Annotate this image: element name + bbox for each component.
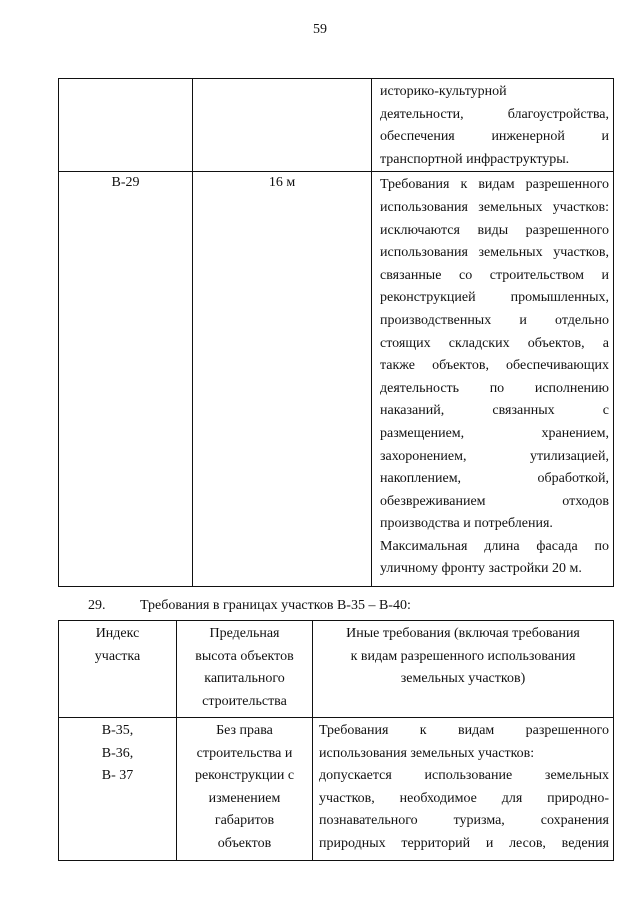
text-line: деятельности, благоустройства,	[380, 106, 609, 122]
table-row	[59, 79, 614, 172]
header-height	[177, 621, 313, 718]
table-row	[59, 718, 614, 861]
plot-index: В-29	[111, 175, 140, 191]
section-title: Требования в границах участков В-35 – В-40:	[140, 598, 411, 613]
header-line: земельных участков)	[400, 671, 526, 686]
text-line: реконструкцией промышленных,	[380, 290, 609, 306]
text-line: участков, необходимое для природно-	[319, 790, 609, 806]
requirements-cell	[313, 718, 614, 861]
max-height: 16 м	[268, 175, 296, 191]
text-line: использования земельных участков,	[380, 245, 609, 261]
height-cell	[193, 172, 372, 587]
text-line: исключаются виды разрешенного	[380, 222, 609, 238]
header-line: высота объектов	[195, 648, 294, 664]
header-line: строительства	[202, 693, 287, 709]
text-line: производственных и отдельно	[380, 312, 609, 328]
header-line: Индекс	[95, 626, 140, 641]
text-line: стоящих складских объектов, а	[380, 335, 609, 351]
text-line: природных территорий и лесов, ведения	[319, 835, 609, 851]
index-cell	[59, 79, 193, 172]
text-line: габаритов	[214, 813, 275, 828]
text-line: использования земельных участков:	[380, 199, 609, 215]
text-line: захоронением, утилизацией,	[380, 448, 609, 464]
plot-index: В-36,	[101, 745, 134, 761]
plot-index: В-35,	[101, 723, 134, 738]
text-line: использования земельных участков:	[319, 745, 535, 761]
page-number: 59	[313, 22, 327, 37]
header-line: Предельная	[209, 626, 280, 641]
height-cell	[193, 79, 372, 172]
section-heading	[88, 598, 411, 614]
section-number: 29.	[88, 598, 106, 613]
text-line: допускается использование земельных	[319, 768, 609, 783]
text-line: размещением, хранением,	[380, 425, 609, 441]
requirements-cell	[372, 79, 614, 172]
index-cell	[59, 172, 193, 587]
header-index	[59, 621, 177, 718]
text-line: познавательного туризма, сохранения	[319, 813, 609, 828]
regulations-table-continued	[58, 78, 614, 587]
text-line: транспортной инфраструктуры.	[380, 151, 570, 167]
text-line: деятельность по исполнению	[380, 380, 609, 396]
header-line: капитального	[204, 671, 285, 686]
header-line: к видам разрешенного использования	[350, 648, 576, 664]
text-line: Максимальная длина фасада по	[380, 538, 609, 554]
height-cell	[177, 718, 313, 861]
text-line: Требования к видам разрешенного	[380, 177, 609, 193]
text-line: Требования к видам разрешенного	[319, 723, 609, 738]
table-header-row	[59, 621, 614, 718]
plot-index: В- 37	[101, 768, 134, 783]
header-requirements	[313, 621, 614, 718]
header-line: Иные требования (включая требования	[346, 626, 580, 641]
text-line: объектов	[217, 835, 272, 851]
text-line: обеспечения инженерной и	[380, 129, 609, 145]
text-line: производства и потребления.	[380, 516, 553, 532]
index-cell	[59, 718, 177, 861]
header-line: участка	[94, 648, 141, 664]
text-line: обезвреживанием отходов	[380, 493, 609, 509]
table-row	[59, 172, 614, 587]
text-line: связанные со строительством и	[380, 267, 609, 283]
text-line: изменением	[208, 790, 281, 806]
regulations-table	[58, 620, 614, 861]
text-line: уличному фронту застройки 20 м.	[380, 561, 582, 577]
text-line: историко-культурной	[380, 84, 507, 99]
requirements-cell	[372, 172, 614, 587]
text-line: наказаний, связанных с	[380, 403, 609, 419]
text-line: строительства и	[196, 745, 293, 761]
text-line: накоплением, обработкой,	[380, 471, 609, 487]
text-line: также объектов, обеспечивающих	[380, 358, 609, 374]
text-line: Без права	[216, 723, 273, 738]
text-line: реконструкции с	[194, 768, 295, 783]
